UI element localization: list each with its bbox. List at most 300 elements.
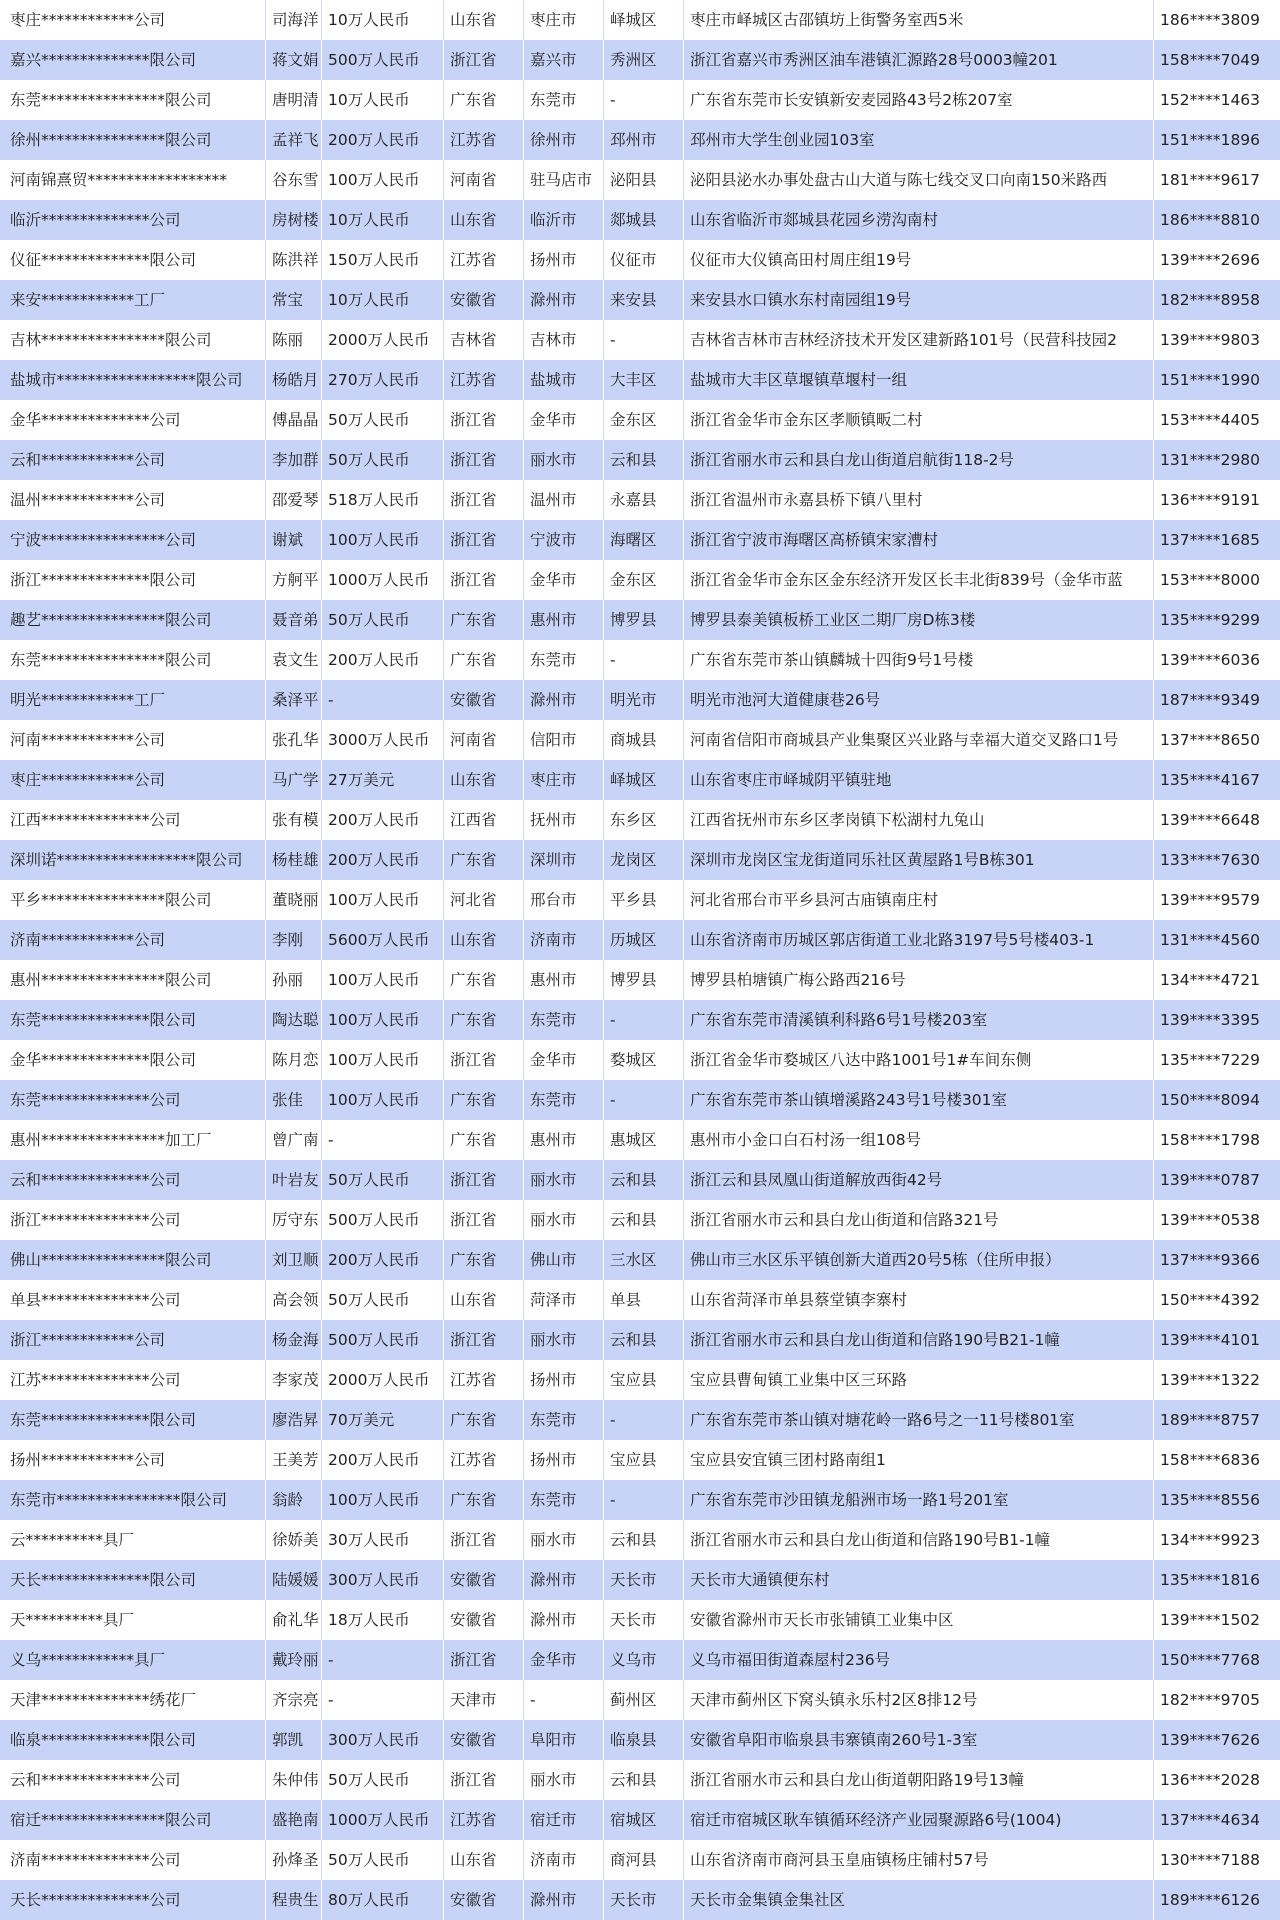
city-cell: 金华市 (523, 1640, 603, 1680)
phone-cell: 139****9803 (1153, 320, 1280, 360)
province-cell: 广东省 (443, 840, 523, 880)
legal-person-cell: 杨桂雄 (265, 840, 321, 880)
legal-person-cell: 孟祥飞 (265, 120, 321, 160)
phone-cell: 139****2696 (1153, 240, 1280, 280)
province-cell: 山东省 (443, 1280, 523, 1320)
company-name-cell: 临沂**************公司 (10, 211, 181, 229)
province-cell: 浙江省 (443, 560, 523, 600)
legal-person-cell: 张孔华 (265, 720, 321, 760)
phone-cell: 139****6036 (1153, 640, 1280, 680)
city-cell: 宿迁市 (523, 1800, 603, 1840)
company-name-cell: 佛山****************限公司 (10, 1251, 212, 1269)
district-cell: 秀洲区 (603, 40, 683, 80)
address-cell: 宝应县曹甸镇工业集中区三环路 (683, 1360, 1153, 1400)
city-cell: 扬州市 (523, 240, 603, 280)
district-cell: 金东区 (603, 400, 683, 440)
province-cell: 浙江省 (443, 1640, 523, 1680)
address-cell: 广东省东莞市沙田镇龙船洲市场一路1号201室 (683, 1480, 1153, 1520)
phone-cell: 133****7630 (1153, 840, 1280, 880)
registered-capital-cell: 50万人民币 (321, 440, 443, 480)
phone-cell: 139****9579 (1153, 880, 1280, 920)
legal-person-cell: 刘卫顺 (265, 1240, 321, 1280)
legal-person-cell: 马广学 (265, 760, 321, 800)
city-cell: 丽水市 (523, 1200, 603, 1240)
district-cell: 平乡县 (603, 880, 683, 920)
province-cell: 浙江省 (443, 40, 523, 80)
province-cell: 浙江省 (443, 1320, 523, 1360)
district-cell: 博罗县 (603, 600, 683, 640)
district-cell: - (603, 1080, 683, 1120)
district-cell: 仪征市 (603, 240, 683, 280)
registered-capital-cell: 270万人民币 (321, 360, 443, 400)
registered-capital-cell: 150万人民币 (321, 240, 443, 280)
company-name-cell: 江苏**************公司 (10, 1371, 181, 1389)
province-cell: 山东省 (443, 920, 523, 960)
table-row (0, 1560, 1280, 1600)
district-cell: 天长市 (603, 1880, 683, 1920)
phone-cell: 131****2980 (1153, 440, 1280, 480)
district-cell: 单县 (603, 1280, 683, 1320)
address-cell: 广东省东莞市清溪镇利科路6号1号楼203室 (683, 1000, 1153, 1040)
company-name-cell: 单县**************公司 (10, 1291, 181, 1309)
registered-capital-cell: - (321, 1640, 443, 1680)
city-cell: 佛山市 (523, 1240, 603, 1280)
city-cell: 东莞市 (523, 80, 603, 120)
legal-person-cell: 王美芳 (265, 1440, 321, 1480)
address-cell: 山东省菏泽市单县蔡堂镇李寨村 (683, 1280, 1153, 1320)
address-cell: 浙江省金华市金东区金东经济开发区长丰北街839号（金华市蓝 (683, 560, 1153, 600)
company-name-cell: 平乡****************限公司 (10, 891, 212, 909)
company-name-cell: 天津**************绣花厂 (10, 1691, 197, 1709)
legal-person-cell: 孙丽 (265, 960, 321, 1000)
phone-cell: 189****6126 (1153, 1880, 1280, 1920)
province-cell: 安徽省 (443, 1720, 523, 1760)
city-cell: 菏泽市 (523, 1280, 603, 1320)
registered-capital-cell: 50万人民币 (321, 1280, 443, 1320)
table-row (0, 1520, 1280, 1560)
company-name-cell: 浙江**************公司 (10, 1211, 181, 1229)
district-cell: 临泉县 (603, 1720, 683, 1760)
legal-person-cell: 李刚 (265, 920, 321, 960)
phone-cell: 158****6836 (1153, 1440, 1280, 1480)
province-cell: 江苏省 (443, 1800, 523, 1840)
province-cell: 河北省 (443, 880, 523, 920)
company-name-cell: 金华**************限公司 (10, 1051, 197, 1069)
province-cell: 江苏省 (443, 1440, 523, 1480)
legal-person-cell: 叶岩友 (265, 1160, 321, 1200)
city-cell: 阜阳市 (523, 1720, 603, 1760)
legal-person-cell: 陈洪祥 (265, 240, 321, 280)
registered-capital-cell: 30万人民币 (321, 1520, 443, 1560)
province-cell: 安徽省 (443, 1880, 523, 1920)
phone-cell: 151****1896 (1153, 120, 1280, 160)
company-name-cell: 天长**************公司 (10, 1891, 181, 1909)
phone-cell: 158****1798 (1153, 1120, 1280, 1160)
province-cell: 广东省 (443, 1400, 523, 1440)
district-cell: - (603, 1480, 683, 1520)
city-cell: 滁州市 (523, 1880, 603, 1920)
company-name-cell: 河南锦熹贸****************** (10, 171, 228, 189)
address-cell: 盐城市大丰区草堰镇草堰村一组 (683, 360, 1153, 400)
company-name-cell: 徐州****************限公司 (10, 131, 212, 149)
company-name-cell: 枣庄************公司 (10, 771, 166, 789)
table-row (0, 800, 1280, 840)
phone-cell: 139****0787 (1153, 1160, 1280, 1200)
phone-cell: 158****7049 (1153, 40, 1280, 80)
registered-capital-cell: 1000万人民币 (321, 560, 443, 600)
registered-capital-cell: 27万美元 (321, 760, 443, 800)
address-cell: 天津市蓟州区下窝头镇永乐村2区8排12号 (683, 1680, 1153, 1720)
district-cell: 云和县 (603, 1160, 683, 1200)
address-cell: 博罗县泰美镇板桥工业区二期厂房D栋3楼 (683, 600, 1153, 640)
registered-capital-cell: 100万人民币 (321, 960, 443, 1000)
registered-capital-cell: 1000万人民币 (321, 1800, 443, 1840)
registered-capital-cell: 100万人民币 (321, 1080, 443, 1120)
phone-cell: 139****1322 (1153, 1360, 1280, 1400)
phone-cell: 134****9923 (1153, 1520, 1280, 1560)
table-row (0, 1360, 1280, 1400)
legal-person-cell: 张有模 (265, 800, 321, 840)
district-cell: 云和县 (603, 1520, 683, 1560)
table-row (0, 640, 1280, 680)
company-name-cell: 趣艺****************限公司 (10, 611, 212, 629)
province-cell: 安徽省 (443, 1600, 523, 1640)
city-cell: 枣庄市 (523, 0, 603, 40)
address-cell: 山东省济南市历城区郭店街道工业北路3197号5号楼403-1 (683, 920, 1153, 960)
company-name-cell: 扬州************公司 (10, 1451, 166, 1469)
address-cell: 宝应县安宜镇三团村路南组1 (683, 1440, 1153, 1480)
phone-cell: 136****2028 (1153, 1760, 1280, 1800)
table-row (0, 160, 1280, 200)
company-name-cell: 河南************公司 (10, 731, 166, 749)
table-row (0, 1880, 1280, 1920)
registered-capital-cell: 200万人民币 (321, 800, 443, 840)
table-row (0, 1160, 1280, 1200)
table-row (0, 40, 1280, 80)
legal-person-cell: 聂音弟 (265, 600, 321, 640)
city-cell: 惠州市 (523, 960, 603, 1000)
registered-capital-cell: 50万人民币 (321, 600, 443, 640)
province-cell: 广东省 (443, 1120, 523, 1160)
phone-cell: 152****1463 (1153, 80, 1280, 120)
table-row (0, 1280, 1280, 1320)
company-name-cell: 宁波****************公司 (10, 531, 197, 549)
district-cell: - (603, 640, 683, 680)
company-name-cell: 东莞**************限公司 (10, 1011, 197, 1029)
address-cell: 河南省信阳市商城县产业集聚区兴业路与幸福大道交叉路口1号 (683, 720, 1153, 760)
company-name-cell: 吉林****************限公司 (10, 331, 212, 349)
legal-person-cell: 谢斌 (265, 520, 321, 560)
company-name-cell: 盐城市******************限公司 (10, 371, 243, 389)
table-row (0, 1680, 1280, 1720)
address-cell: 浙江省金华市金东区孝顺镇畈二村 (683, 400, 1153, 440)
city-cell: 吉林市 (523, 320, 603, 360)
phone-cell: 150****8094 (1153, 1080, 1280, 1120)
phone-cell: 139****1502 (1153, 1600, 1280, 1640)
table-row (0, 200, 1280, 240)
table-row (0, 1200, 1280, 1240)
city-cell: 宁波市 (523, 520, 603, 560)
legal-person-cell: 朱仲伟 (265, 1760, 321, 1800)
phone-cell: 189****8757 (1153, 1400, 1280, 1440)
province-cell: 江苏省 (443, 1360, 523, 1400)
city-cell: 金华市 (523, 400, 603, 440)
phone-cell: 139****4101 (1153, 1320, 1280, 1360)
legal-person-cell: 袁文生 (265, 640, 321, 680)
company-name-cell: 江西**************公司 (10, 811, 181, 829)
registered-capital-cell: 200万人民币 (321, 1240, 443, 1280)
district-cell: - (603, 1000, 683, 1040)
company-name-cell: 深圳诺******************限公司 (10, 851, 243, 869)
registered-capital-cell: 50万人民币 (321, 400, 443, 440)
city-cell: 驻马店市 (523, 160, 603, 200)
company-name-cell: 云**********具厂 (10, 1531, 135, 1549)
company-name-cell: 天**********具厂 (10, 1611, 135, 1629)
legal-person-cell: 方舸平 (265, 560, 321, 600)
province-cell: 山东省 (443, 760, 523, 800)
city-cell: 温州市 (523, 480, 603, 520)
legal-person-cell: 李加群 (265, 440, 321, 480)
district-cell: 云和县 (603, 1200, 683, 1240)
registered-capital-cell: 518万人民币 (321, 480, 443, 520)
city-cell: 丽水市 (523, 1320, 603, 1360)
phone-cell: 186****8810 (1153, 200, 1280, 240)
phone-cell: 151****1990 (1153, 360, 1280, 400)
province-cell: 浙江省 (443, 400, 523, 440)
registered-capital-cell: 3000万人民币 (321, 720, 443, 760)
legal-person-cell: 陈丽 (265, 320, 321, 360)
province-cell: 广东省 (443, 960, 523, 1000)
address-cell: 泌阳县泌水办事处盘古山大道与陈七线交叉口向南150米路西 (683, 160, 1153, 200)
district-cell: 宝应县 (603, 1360, 683, 1400)
province-cell: 广东省 (443, 1480, 523, 1520)
phone-cell: 150****7768 (1153, 1640, 1280, 1680)
phone-cell: 135****8556 (1153, 1480, 1280, 1520)
legal-person-cell: 傅晶晶 (265, 400, 321, 440)
city-cell: 邢台市 (523, 880, 603, 920)
phone-cell: 139****0538 (1153, 1200, 1280, 1240)
table-row (0, 400, 1280, 440)
city-cell: 滁州市 (523, 680, 603, 720)
registered-capital-cell: - (321, 1120, 443, 1160)
legal-person-cell: 谷东雪 (265, 160, 321, 200)
district-cell: 东乡区 (603, 800, 683, 840)
legal-person-cell: 高会领 (265, 1280, 321, 1320)
legal-person-cell: 廖浩昇 (265, 1400, 321, 1440)
address-cell: 来安县水口镇水东村南园组19号 (683, 280, 1153, 320)
district-cell: 义乌市 (603, 1640, 683, 1680)
table-row (0, 80, 1280, 120)
province-cell: 浙江省 (443, 440, 523, 480)
phone-cell: 137****4634 (1153, 1800, 1280, 1840)
legal-person-cell: 程贵生 (265, 1880, 321, 1920)
city-cell: 惠州市 (523, 600, 603, 640)
legal-person-cell: 翁龄 (265, 1480, 321, 1520)
city-cell: 金华市 (523, 1040, 603, 1080)
province-cell: 广东省 (443, 1240, 523, 1280)
province-cell: 浙江省 (443, 1200, 523, 1240)
table-row (0, 120, 1280, 160)
phone-cell: 135****1816 (1153, 1560, 1280, 1600)
legal-person-cell: 徐娇美 (265, 1520, 321, 1560)
district-cell: 明光市 (603, 680, 683, 720)
city-cell: 滁州市 (523, 1560, 603, 1600)
registered-capital-cell: 300万人民币 (321, 1560, 443, 1600)
province-cell: 河南省 (443, 720, 523, 760)
phone-cell: 137****9366 (1153, 1240, 1280, 1280)
table-row (0, 680, 1280, 720)
province-cell: 广东省 (443, 1080, 523, 1120)
table-row (0, 520, 1280, 560)
province-cell: 广东省 (443, 600, 523, 640)
registered-capital-cell: 500万人民币 (321, 40, 443, 80)
city-cell: 金华市 (523, 560, 603, 600)
registered-capital-cell: 50万人民币 (321, 1840, 443, 1880)
table-row (0, 440, 1280, 480)
table-row (0, 480, 1280, 520)
phone-cell: 182****8958 (1153, 280, 1280, 320)
legal-person-cell: 蒋文娟 (265, 40, 321, 80)
city-cell: 东莞市 (523, 1480, 603, 1520)
phone-cell: 182****9705 (1153, 1680, 1280, 1720)
company-name-cell: 云和**************公司 (10, 1171, 181, 1189)
table-row (0, 320, 1280, 360)
registered-capital-cell: 2000万人民币 (321, 1360, 443, 1400)
table-row (0, 1080, 1280, 1120)
address-cell: 浙江省丽水市云和县白龙山街道和信路321号 (683, 1200, 1153, 1240)
address-cell: 深圳市龙岗区宝龙街道同乐社区黄屋路1号B栋301 (683, 840, 1153, 880)
province-cell: 江苏省 (443, 120, 523, 160)
table-row (0, 1800, 1280, 1840)
city-cell: 临沂市 (523, 200, 603, 240)
district-cell: 云和县 (603, 1320, 683, 1360)
city-cell: 盐城市 (523, 360, 603, 400)
province-cell: 浙江省 (443, 1760, 523, 1800)
district-cell: 海曙区 (603, 520, 683, 560)
phone-cell: 135****7229 (1153, 1040, 1280, 1080)
company-name-cell: 临泉**************限公司 (10, 1731, 197, 1749)
city-cell: 滁州市 (523, 1600, 603, 1640)
district-cell: 商河县 (603, 1840, 683, 1880)
phone-cell: 153****8000 (1153, 560, 1280, 600)
city-cell: 济南市 (523, 920, 603, 960)
province-cell: 浙江省 (443, 1520, 523, 1560)
district-cell: 峄城区 (603, 0, 683, 40)
registered-capital-cell: 10万人民币 (321, 80, 443, 120)
address-cell: 宿迁市宿城区耿车镇循环经济产业园聚源路6号(1004) (683, 1800, 1153, 1840)
table-row (0, 560, 1280, 600)
phone-cell: 137****1685 (1153, 520, 1280, 560)
company-name-cell: 来安************工厂 (10, 291, 166, 309)
address-cell: 浙江云和县凤凰山街道解放西街42号 (683, 1160, 1153, 1200)
address-cell: 广东省东莞市长安镇新安麦园路43号2栋207室 (683, 80, 1153, 120)
district-cell: 泌阳县 (603, 160, 683, 200)
province-cell: 山东省 (443, 200, 523, 240)
address-cell: 浙江省温州市永嘉县桥下镇八里村 (683, 480, 1153, 520)
city-cell: 枣庄市 (523, 760, 603, 800)
registered-capital-cell: 500万人民币 (321, 1320, 443, 1360)
phone-cell: 187****9349 (1153, 680, 1280, 720)
table-row (0, 1040, 1280, 1080)
table-row (0, 1480, 1280, 1520)
city-cell: 深圳市 (523, 840, 603, 880)
province-cell: 江西省 (443, 800, 523, 840)
district-cell: 永嘉县 (603, 480, 683, 520)
district-cell: 宿城区 (603, 1800, 683, 1840)
address-cell: 浙江省丽水市云和县白龙山街道和信路190号B21-1幢 (683, 1320, 1153, 1360)
legal-person-cell: 唐明清 (265, 80, 321, 120)
phone-cell: 139****6648 (1153, 800, 1280, 840)
address-cell: 安徽省滁州市天长市张铺镇工业集中区 (683, 1600, 1153, 1640)
legal-person-cell: 张佳 (265, 1080, 321, 1120)
address-cell: 广东省东莞市茶山镇对塘花岭一路6号之一11号楼801室 (683, 1400, 1153, 1440)
company-name-cell: 惠州****************限公司 (10, 971, 212, 989)
company-name-cell: 金华**************公司 (10, 411, 181, 429)
phone-cell: 153****4405 (1153, 400, 1280, 440)
table-row (0, 880, 1280, 920)
table-row (0, 1400, 1280, 1440)
company-name-cell: 嘉兴**************限公司 (10, 51, 197, 69)
table-row (0, 1440, 1280, 1480)
address-cell: 山东省枣庄市峄城阴平镇驻地 (683, 760, 1153, 800)
address-cell: 广东省东莞市茶山镇麟城十四街9号1号楼 (683, 640, 1153, 680)
province-cell: 吉林省 (443, 320, 523, 360)
legal-person-cell: 董晓丽 (265, 880, 321, 920)
company-name-cell: 浙江**************限公司 (10, 571, 197, 589)
company-name-cell: 济南************公司 (10, 931, 166, 949)
city-cell: 济南市 (523, 1840, 603, 1880)
table-row (0, 960, 1280, 1000)
city-cell: 信阳市 (523, 720, 603, 760)
province-cell: 山东省 (443, 0, 523, 40)
registered-capital-cell: - (321, 680, 443, 720)
address-cell: 江西省抚州市东乡区孝岗镇下松湖村九兔山 (683, 800, 1153, 840)
city-cell: 徐州市 (523, 120, 603, 160)
address-cell: 天长市金集镇金集社区 (683, 1880, 1153, 1920)
registered-capital-cell: 50万人民币 (321, 1760, 443, 1800)
company-name-cell: 东莞****************限公司 (10, 651, 212, 669)
district-cell: - (603, 80, 683, 120)
table-row (0, 1640, 1280, 1680)
address-cell: 河北省邢台市平乡县河古庙镇南庄村 (683, 880, 1153, 920)
city-cell: 东莞市 (523, 640, 603, 680)
city-cell: 丽水市 (523, 1760, 603, 1800)
city-cell: 扬州市 (523, 1440, 603, 1480)
district-cell: 商城县 (603, 720, 683, 760)
company-name-cell: 温州************公司 (10, 491, 166, 509)
table-row (0, 360, 1280, 400)
registered-capital-cell: 2000万人民币 (321, 320, 443, 360)
province-cell: 广东省 (443, 80, 523, 120)
legal-person-cell: 郭凯 (265, 1720, 321, 1760)
province-cell: 浙江省 (443, 520, 523, 560)
phone-cell: 135****4167 (1153, 760, 1280, 800)
province-cell: 江苏省 (443, 240, 523, 280)
province-cell: 浙江省 (443, 1160, 523, 1200)
district-cell: 大丰区 (603, 360, 683, 400)
legal-person-cell: 司海洋 (265, 0, 321, 40)
legal-person-cell: 陶达聪 (265, 1000, 321, 1040)
city-cell: 东莞市 (523, 1000, 603, 1040)
province-cell: 河南省 (443, 160, 523, 200)
legal-person-cell: 戴玲丽 (265, 1640, 321, 1680)
phone-cell: 137****8650 (1153, 720, 1280, 760)
legal-person-cell: 常宝 (265, 280, 321, 320)
registered-capital-cell: 80万人民币 (321, 1880, 443, 1920)
table-row (0, 840, 1280, 880)
phone-cell: 150****4392 (1153, 1280, 1280, 1320)
address-cell: 浙江省丽水市云和县白龙山街道和信路190号B1-1幢 (683, 1520, 1153, 1560)
